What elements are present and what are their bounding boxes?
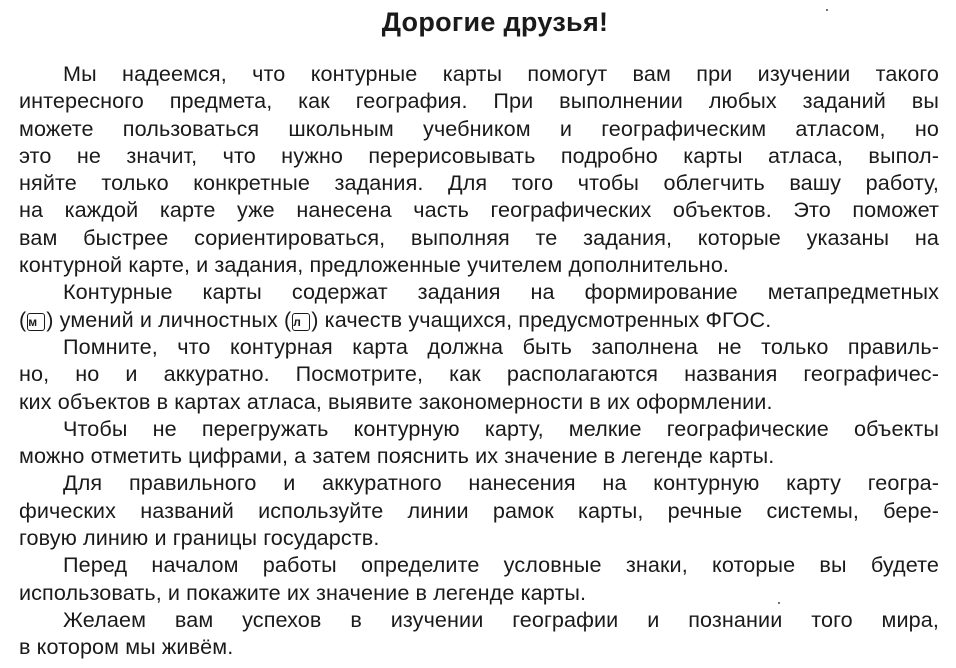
text-line-with-badges [19, 306, 939, 333]
text-line: в котором мы живём. [19, 634, 234, 660]
document-page [19, 4, 939, 664]
text-line: использовать, и покажите их значение в легенде карты. [19, 579, 587, 605]
text-fragment: ( [19, 306, 27, 332]
text-line: Мы надеемся, что контурные карты помогут вам при изучении такого [63, 61, 939, 86]
paragraph-accuracy [19, 333, 939, 415]
scan-speck [778, 602, 780, 604]
text-line: контурной карте, и задания, предложенные учителем дополнительно. [19, 252, 730, 278]
paragraph-names [19, 469, 939, 551]
text-line: Желаем вам успехов в изучении географии и познании того мира, [63, 606, 939, 632]
page-title: Дорогие друзья! [381, 7, 609, 37]
text-line: Помните, что контурная карта должна быть заполнена не только правиль- [63, 333, 939, 359]
personal-badge-icon: л [292, 313, 310, 331]
paragraph-wishes [19, 606, 939, 661]
text-line: можете пользоваться школьным учебником и географическим атласом, но [19, 115, 939, 141]
scan-speck [826, 9, 828, 11]
text-line: фических названий используйте линии рамок карты, речные системы, бере- [19, 497, 939, 523]
text-line: говую линию и границы государств. [19, 525, 380, 551]
paragraph-small-objects [19, 415, 939, 470]
paragraph-fgos [19, 278, 939, 333]
paragraph-legend [19, 551, 939, 606]
text-line: это не значит, что нужно перерисовывать подробно карты атласа, выпол- [19, 142, 939, 168]
text-line: ких объектов в картах атласа, выявите закономерности в их оформлении. [19, 388, 773, 414]
paragraph-intro [19, 60, 939, 278]
text-fragment: ) качеств учащихся, предусмотренных ФГОС. [311, 306, 772, 332]
text-line: интересного предмета, как география. При выполнении любых заданий вы [19, 88, 939, 114]
metasubject-badge-icon: м [27, 313, 45, 331]
text-line: на каждой карте уже нанесена часть географических объектов. Это поможет [19, 197, 939, 223]
text-line: вам быстрее сориентироваться, выполняя те задания, которые указаны на [19, 224, 939, 250]
text-line: няйте только конкретные задания. Для того чтобы облегчить вашу работу, [19, 170, 939, 196]
text-line: Контурные карты содержат задания на формирование метапредметных [63, 279, 939, 305]
text-line: но, но и аккуратно. Посмотрите, как располагаются названия географичес- [19, 361, 939, 387]
text-fragment: ) умений и личностных ( [46, 306, 292, 332]
text-line: можно отметить цифрами, а затем пояснить их значение в легенде карты. [19, 443, 775, 469]
text-line: Перед началом работы определите условные знаки, которые вы будете [63, 552, 939, 578]
text-line: Чтобы не перегружать контурную карту, мелкие географические объекты [63, 415, 939, 441]
text-line: Для правильного и аккуратного нанесения на контурную карту геогра- [63, 470, 939, 496]
